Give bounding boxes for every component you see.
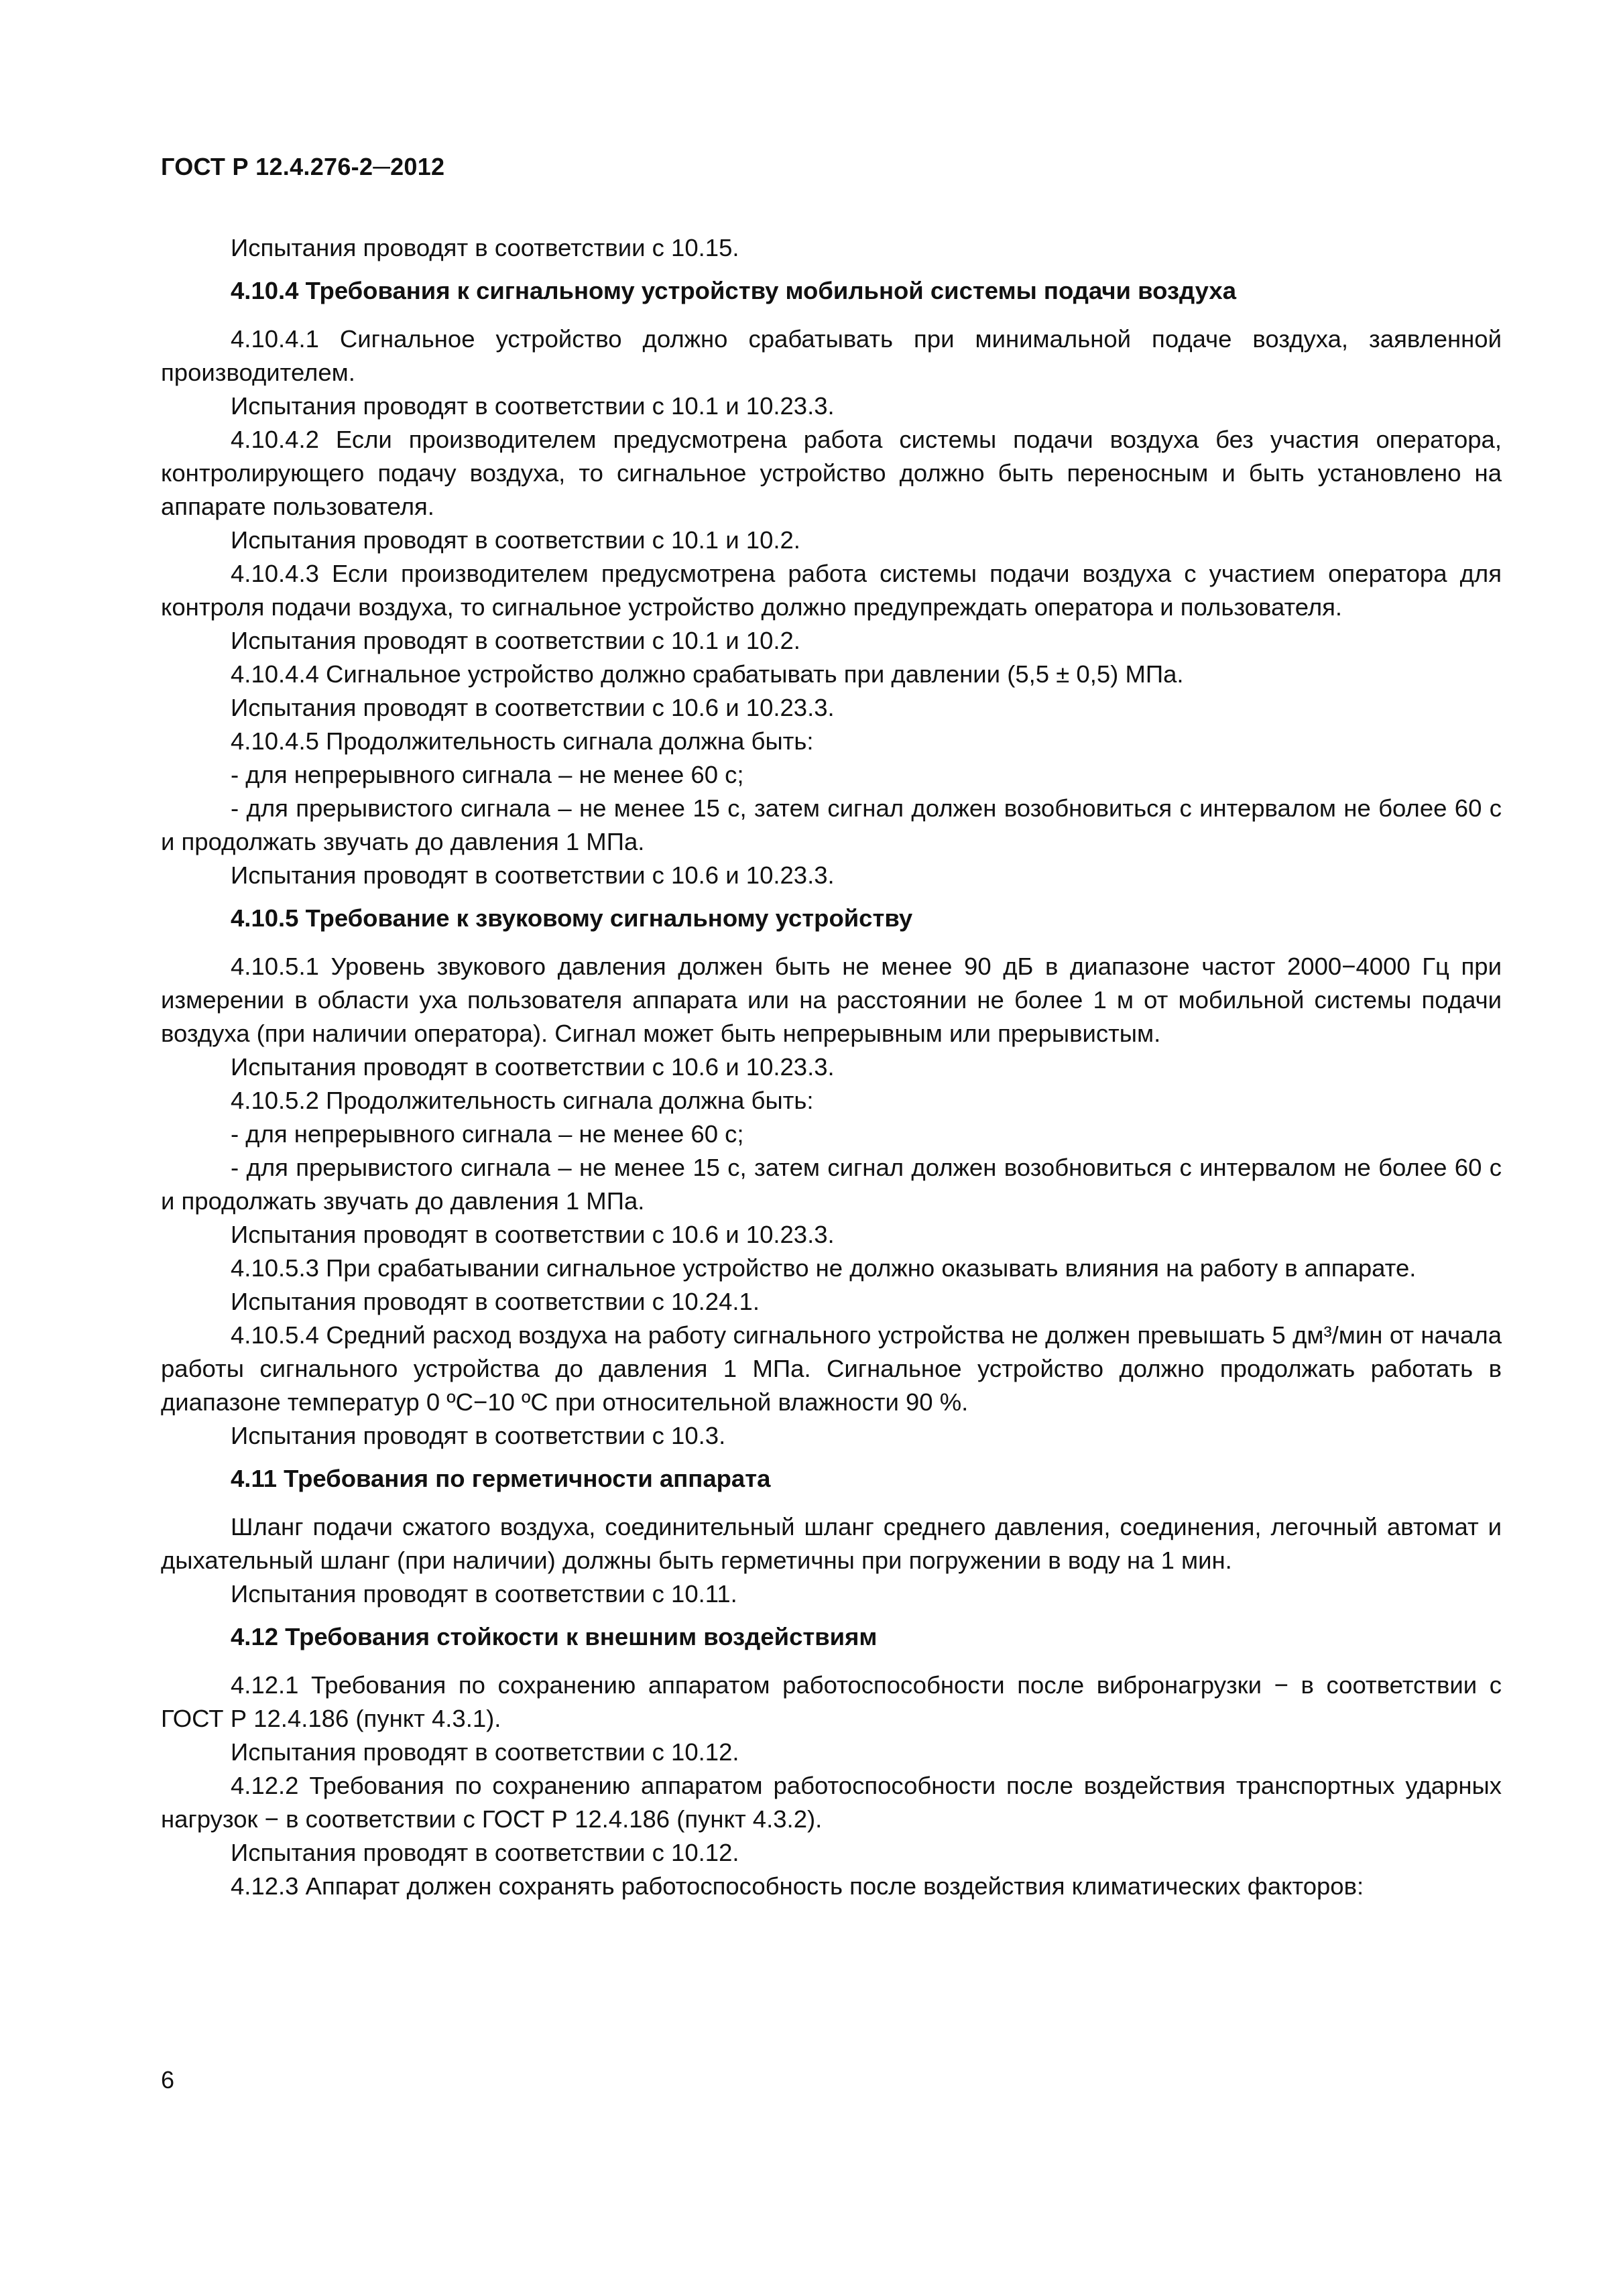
- test-reference: Испытания проводят в соответствии с 10.1 и 10.2.: [231, 627, 800, 654]
- test-reference: Испытания проводят в соответствии с 10.1 и 10.23.3.: [231, 392, 835, 420]
- clause-4-10-5-3: 4.10.5.3 При срабатывании сигнальное устройство не должно оказывать влияния на работу в аппарате.: [231, 1254, 1417, 1282]
- test-reference: Испытания проводят в соответствии с 10.11.: [231, 1580, 737, 1608]
- test-reference: Испытания проводят в соответствии с 10.6 и 10.23.3.: [231, 694, 835, 721]
- document-body: [161, 231, 1502, 1903]
- clause-4-11-text: Шланг подачи сжатого воздуха, соединительный шланг среднего давления, соединения, легочный автомат и дыхательный шланг (при наличии) должны быть герметичны при погружении в воду на 1 мин.: [161, 1513, 1502, 1574]
- clause-4-12-3: 4.12.3 Аппарат должен сохранять работоспособность после воздействия климатических факторов:: [231, 1872, 1364, 1900]
- test-reference: Испытания проводят в соответствии с 10.6 и 10.23.3.: [231, 1221, 835, 1248]
- test-reference: Испытания проводят в соответствии с 10.6 и 10.23.3.: [231, 1053, 835, 1081]
- clause-4-10-4-1: 4.10.4.1 Сигнальное устройство должно срабатывать при минимальной подаче воздуха, заявленной производителем.: [161, 325, 1502, 386]
- test-reference: Испытания проводят в соответствии с 10.1 и 10.2.: [231, 526, 800, 554]
- test-reference: Испытания проводят в соответствии с 10.12.: [231, 1839, 739, 1866]
- clause-4-10-4-3: 4.10.4.3 Если производителем предусмотрена работа системы подачи воздуха с участием оператора для контроля подачи воздуха, то сигнальное устройство должно предупреждать оператора и пользователя.: [161, 560, 1502, 621]
- clause-4-10-5-4: 4.10.5.4 Средний расход воздуха на работу сигнального устройства не должен превышать 5 дм³/мин от начала работы сигнального устройства до давления 1 МПа. Сигнальное устройство должно продолжать работать в диапазоне температур 0 ºС−10 ºС при относительной влажности 90 %.: [161, 1321, 1502, 1416]
- document-page: [161, 0, 1502, 2296]
- page-number: 6: [161, 2066, 175, 2094]
- clause-4-12-1: 4.12.1 Требования по сохранению аппаратом работоспособности после вибронагрузки − в соответствии с ГОСТ Р 12.4.186 (пункт 4.3.1).: [161, 1671, 1502, 1732]
- clause-4-10-4-2: 4.10.4.2 Если производителем предусмотрена работа системы подачи воздуха без участия оператора, контролирующего подачу воздуха, то сигнальное устройство должно быть переносным и быть установлено на аппарате пользователя.: [161, 426, 1502, 520]
- document-number-header: ГОСТ Р 12.4.276-2─2012: [161, 153, 445, 180]
- list-item: - для непрерывного сигнала – не менее 60 с;: [231, 761, 744, 788]
- test-reference: Испытания проводят в соответствии с 10.3.: [231, 1422, 726, 1449]
- test-reference: Испытания проводят в соответствии с 10.12.: [231, 1738, 739, 1766]
- section-heading-4-10-4: 4.10.4 Требования к сигнальному устройству мобильной системы подачи воздуха: [231, 277, 1236, 304]
- test-reference: Испытания проводят в соответствии с 10.24.1.: [231, 1288, 760, 1315]
- clause-4-10-4-5: 4.10.4.5 Продолжительность сигнала должна быть:: [231, 727, 814, 755]
- list-item: - для прерывистого сигнала – не менее 15 с, затем сигнал должен возобновиться с интервалом не более 60 с и продолжать звучать до давления 1 МПа.: [161, 1154, 1502, 1215]
- test-reference: Испытания проводят в соответствии с 10.6 и 10.23.3.: [231, 861, 835, 889]
- clause-4-10-5-2: 4.10.5.2 Продолжительность сигнала должна быть:: [231, 1087, 814, 1114]
- section-heading-4-10-5: 4.10.5 Требование к звуковому сигнальному устройству: [231, 904, 913, 932]
- section-heading-4-12: 4.12 Требования стойкости к внешним воздействиям: [231, 1623, 878, 1650]
- section-heading-4-11: 4.11 Требования по герметичности аппарата: [231, 1465, 771, 1492]
- clause-4-10-5-1: 4.10.5.1 Уровень звукового давления должен быть не менее 90 дБ в диапазоне частот 2000−4000 Гц при измерении в области уха пользователя аппарата или на расстоянии не более 1 м от мобильной системы подачи воздуха (при наличии оператора). Сигнал может быть непрерывным или прерывистым.: [161, 953, 1502, 1047]
- list-item: - для непрерывного сигнала – не менее 60 с;: [231, 1120, 744, 1148]
- list-item: - для прерывистого сигнала – не менее 15 с, затем сигнал должен возобновиться с интервалом не более 60 с и продолжать звучать до давления 1 МПа.: [161, 794, 1502, 855]
- test-reference: Испытания проводят в соответствии с 10.15.: [231, 234, 739, 261]
- clause-4-10-4-4: 4.10.4.4 Сигнальное устройство должно срабатывать при давлении (5,5 ± 0,5) МПа.: [231, 660, 1184, 688]
- clause-4-12-2: 4.12.2 Требования по сохранению аппаратом работоспособности после воздействия транспортных ударных нагрузок − в соответствии с ГОСТ Р 12.4.186 (пункт 4.3.2).: [161, 1772, 1502, 1833]
